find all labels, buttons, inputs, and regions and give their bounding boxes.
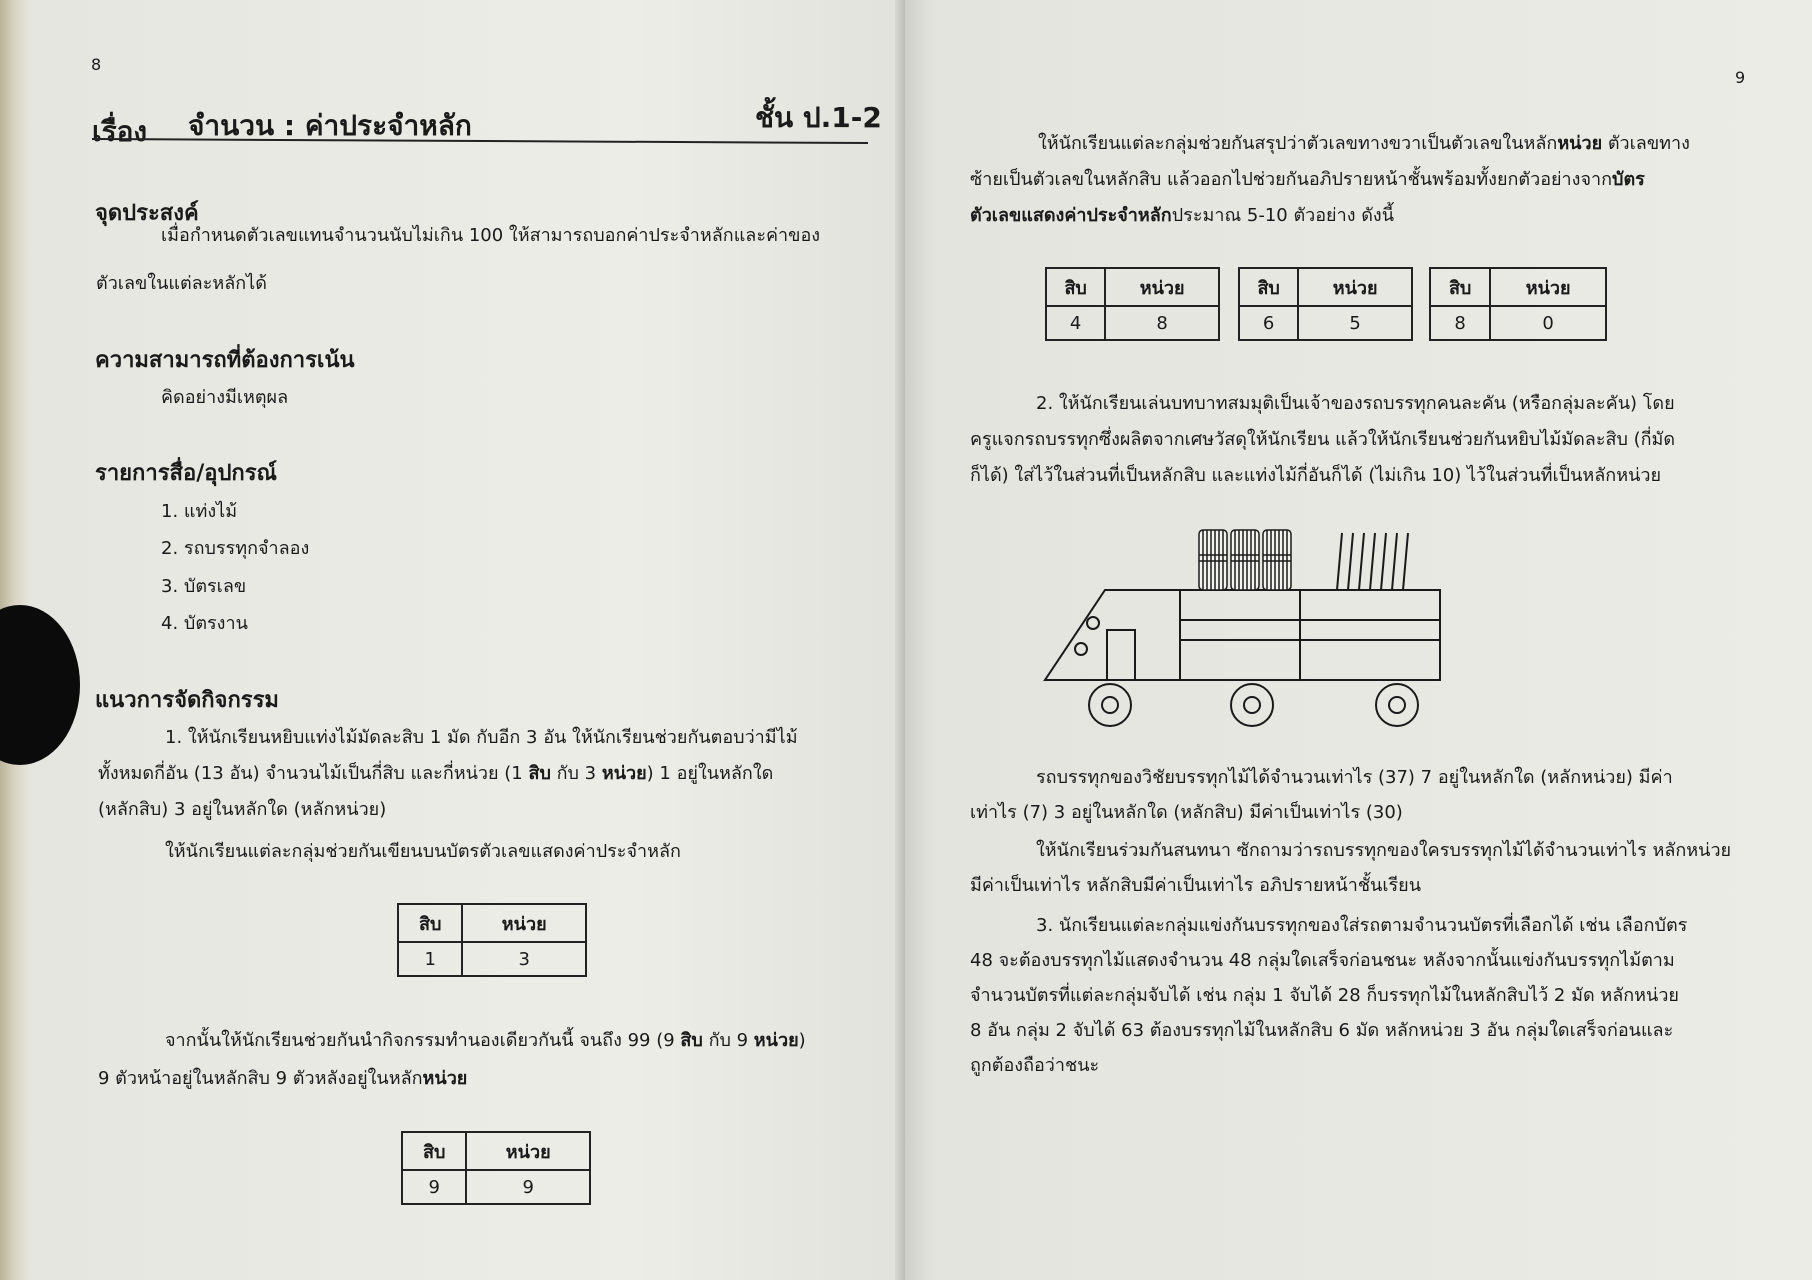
page-title: จำนวน : ค่าประจำหลัก (188, 109, 472, 142)
units-value: 3 (462, 942, 586, 976)
example-table (1429, 267, 1607, 341)
activity-line: 1. ให้นักเรียนหยิบแท่งไม้มัดละสิบ 1 มัด กับอีก 3 อัน ให้นักเรียนช่วยกันตอบว่ามีไม้ (165, 727, 798, 748)
tens-bundles (1199, 530, 1291, 590)
objective-line: ตัวเลขในแต่ละหลักได้ (96, 273, 267, 294)
paragraph-line: 48 จะต้องบรรทุกไม้แสดงจำนวน 48 กลุ่มใดเสร็จก่อนชนะ หลังจากนั้นแข่งกันบรรทุกไม้ตาม (970, 950, 1675, 971)
tens-value: 9 (402, 1170, 466, 1204)
tens-header: สิบ (402, 1132, 466, 1170)
materials-heading: รายการสื่อ/อุปกรณ์ (95, 461, 277, 486)
units-header: หน่วย (1298, 268, 1412, 306)
objective-heading: จุดประสงค์ (95, 201, 199, 226)
units-value: 5 (1298, 306, 1412, 340)
activity-heading: แนวการจัดกิจกรรม (95, 688, 279, 713)
materials-item: 2. รถบรรทุกจำลอง (161, 538, 310, 559)
paragraph-line: 8 อัน กลุ่ม 2 จับได้ 63 ต้องบรรทุกไม้ในหลักสิบ 6 มัด หลักหน่วย 3 อัน กลุ่มใดเสร็จก่อนและ (970, 1020, 1674, 1041)
truck-wheel (1089, 684, 1131, 726)
truck-door (1107, 630, 1135, 680)
units-header: หน่วย (466, 1132, 590, 1170)
truck-illustration (1035, 515, 1455, 735)
paragraph-line: มีค่าเป็นเท่าไร หลักสิบมีค่าเป็นเท่าไร อภิปรายหน้าชั้นเรียน (970, 875, 1422, 896)
title-prefix: เรื่อง (92, 115, 148, 148)
units-header: หน่วย (462, 904, 586, 942)
tens-header: สิบ (1046, 268, 1105, 306)
right-page (905, 0, 1812, 1280)
grade-label: ชั้น ป.1-2 (755, 101, 882, 134)
place-value-table (401, 1131, 591, 1205)
paragraph-line: ถูกต้องถือว่าชนะ (970, 1055, 1100, 1076)
units-value: 8 (1105, 306, 1219, 340)
paragraph-line: ก็ได้) ใส่ไว้ในส่วนที่เป็นหลักสิบ และแท่งไม้กี่อันก็ได้ (ไม่เกิน 10) ไว้ในส่วนที่เป็นหลักหน่วย (970, 465, 1662, 486)
units-header: หน่วย (1490, 268, 1606, 306)
units-value: 0 (1490, 306, 1606, 340)
units-header: หน่วย (1105, 268, 1219, 306)
activity-line: ให้นักเรียนแต่ละกลุ่มช่วยกันเขียนบนบัตรตัวเลขแสดงค่าประจำหลัก (165, 841, 681, 862)
page-edge-shadow (0, 605, 80, 765)
ability-heading: ความสามารถที่ต้องการเน้น (95, 348, 355, 373)
objective-line: เมื่อกำหนดตัวเลขแทนจำนวนนับไม่เกิน 100 ให้สามารถบอกค่าประจำหลักและค่าของ (161, 225, 821, 246)
activity-line: 9 ตัวหน้าอยู่ในหลักสิบ 9 ตัวหลังอยู่ในหลักหน่วย (98, 1068, 468, 1089)
paragraph-line: ให้นักเรียนแต่ละกลุ่มช่วยกันสรุปว่าตัวเลขทางขวาเป็นตัวเลขในหลักหน่วย ตัวเลขทาง (1038, 133, 1690, 154)
page-number: 9 (1735, 68, 1746, 87)
loose-sticks (1337, 533, 1408, 590)
activity-line: (หลักสิบ) 3 อยู่ในหลักใด (หลักหน่วย) (98, 799, 387, 820)
paragraph-line: 2. ให้นักเรียนเล่นบทบาทสมมุติเป็นเจ้าของรถบรรทุกคนละคัน (หรือกลุ่มละคัน) โดย (1036, 393, 1675, 414)
truck-wheel (1376, 684, 1418, 726)
paragraph-line: ตัวเลขแสดงค่าประจำหลักประมาณ 5-10 ตัวอย่าง ดังนี้ (970, 205, 1395, 226)
tens-value: 4 (1046, 306, 1105, 340)
tens-header: สิบ (1430, 268, 1490, 306)
place-value-table (397, 903, 587, 977)
activity-line: ทั้งหมดกี่อัน (13 อัน) จำนวนไม้เป็นกี่สิบ และกี่หน่วย (1 สิบ กับ 3 หน่วย) 1 อยู่ในหลักใด (98, 763, 774, 784)
materials-item: 3. บัตรเลข (161, 576, 247, 597)
paragraph-line: 3. นักเรียนแต่ละกลุ่มแข่งกันบรรทุกของใส่รถตามจำนวนบัตรที่เลือกได้ เช่น เลือกบัตร (1036, 915, 1688, 936)
paragraph-line: ให้นักเรียนร่วมกันสนทนา ซักถามว่ารถบรรทุกของใครบรรทุกไม้ได้จำนวนเท่าไร หลักหน่วย (1036, 840, 1732, 861)
tens-header: สิบ (1239, 268, 1298, 306)
example-table (1238, 267, 1413, 341)
ability-text: คิดอย่างมีเหตุผล (161, 387, 289, 408)
materials-item: 1. แท่งไม้ (161, 501, 238, 522)
truck-body (1045, 590, 1440, 680)
truck-wheel (1231, 684, 1273, 726)
tens-value: 6 (1239, 306, 1298, 340)
example-table (1045, 267, 1220, 341)
tens-value: 1 (398, 942, 462, 976)
paragraph-line: ครูแจกรถบรรทุกซึ่งผลิตจากเศษวัสดุให้นักเรียน แล้วให้นักเรียนช่วยกันหยิบไม้มัดละสิบ (กี่มัด (970, 429, 1676, 450)
page-number: 8 (91, 55, 102, 74)
paragraph-line: รถบรรทุกของวิชัยบรรทุกไม้ได้จำนวนเท่าไร (37) 7 อยู่ในหลักใด (หลักหน่วย) มีค่า (1036, 767, 1673, 788)
tens-header: สิบ (398, 904, 462, 942)
materials-item: 4. บัตรงาน (161, 613, 248, 634)
paragraph-line: จำนวนบัตรที่แต่ละกลุ่มจับได้ เช่น กลุ่ม 1 จับได้ 28 ก็บรรทุกไม้ในหลักสิบไว้ 2 มัด หลักหน่วย (970, 985, 1679, 1006)
paragraph-line: เท่าไร (7) 3 อยู่ในหลักใด (หลักสิบ) มีค่าเป็นเท่าไร (30) (970, 802, 1403, 823)
paragraph-line: ซ้ายเป็นตัวเลขในหลักสิบ แล้วออกไปช่วยกันอภิปรายหน้าชั้นพร้อมทั้งยกตัวอย่างจากบัตร (970, 169, 1645, 190)
tens-value: 8 (1430, 306, 1490, 340)
units-value: 9 (466, 1170, 590, 1204)
activity-line: จากนั้นให้นักเรียนช่วยกันนำกิจกรรมทำนองเดียวกันนี้ จนถึง 99 (9 สิบ กับ 9 หน่วย) (165, 1030, 806, 1051)
left-page (0, 0, 905, 1280)
